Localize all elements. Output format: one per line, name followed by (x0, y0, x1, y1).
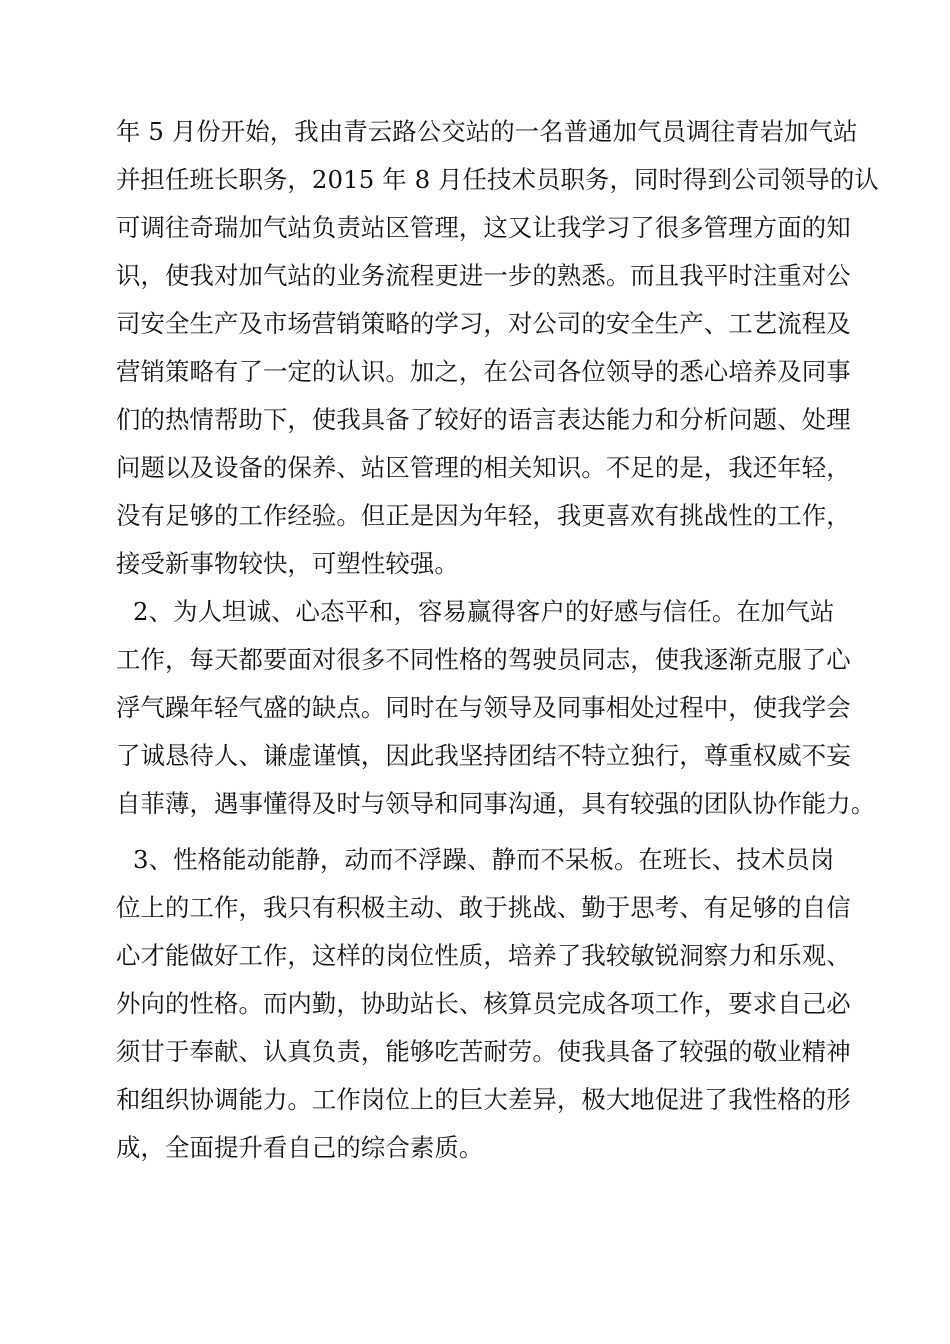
text-line: 和组织协调能力。工作岗位上的巨大差异，极大地促进了我性格的形 (116, 1085, 851, 1114)
text-line: 问题以及设备的保养、站区管理的相关知识。不足的是，我还年轻， (116, 453, 851, 482)
text-line: 可调往奇瑞加气站负责站区管理，这又让我学习了很多管理方面的知 (116, 213, 851, 242)
text-line: 了诚恳待人、谦虚谨慎，因此我坚持团结不特立独行，尊重权威不妄 (116, 741, 851, 770)
text-line: 外向的性格。而内勤，协助站长、核算员完成各项工作，要求自己必 (116, 989, 851, 1018)
text-line: 并担任班长职务，2015 年 8 月任技术员职务，同时得到公司领导的认 (116, 165, 879, 194)
text-line: 没有足够的工作经验。但正是因为年轻，我更喜欢有挑战性的工作， (116, 501, 851, 530)
text-line: 须甘于奉献、认真负责，能够吃苦耐劳。使我具备了较强的敬业精神 (116, 1037, 851, 1066)
text-line: 司安全生产及市场营销策略的学习，对公司的安全生产、工艺流程及 (116, 309, 851, 338)
text-line: 浮气躁年轻气盛的缺点。同时在与领导及同事相处过程中，使我学会 (116, 693, 851, 722)
text-line: 年 5 月份开始，我由青云路公交站的一名普通加气员调往青岩加气站 (116, 117, 858, 146)
text-line: 营销策略有了一定的认识。加之，在公司各位领导的悉心培养及同事 (116, 357, 851, 386)
text-line: 心才能做好工作，这样的岗位性质，培养了我较敏锐洞察力和乐观、 (116, 941, 851, 970)
text-line: 自菲薄，遇事懂得及时与领导和同事沟通，具有较强的团队协作能力。 (116, 789, 876, 818)
text-line: 们的热情帮助下，使我具备了较好的语言表达能力和分析问题、处理 (116, 405, 851, 434)
text-line: 识，使我对加气站的业务流程更进一步的熟悉。而且我平时注重对公 (116, 261, 851, 290)
paragraph-2-first-line: 2、为人坦诚、心态平和，容易赢得客户的好感与信任。在加气站 (133, 597, 835, 626)
text-line: 位上的工作，我只有积极主动、敢于挑战、勤于思考、有足够的自信 (116, 893, 851, 922)
paragraph-3-first-line: 3、性格能动能静，动而不浮躁、静而不呆板。在班长、技术员岗 (133, 845, 835, 874)
text-line: 接受新事物较快，可塑性较强。 (116, 549, 459, 578)
text-line: 成，全面提升看自己的综合素质。 (116, 1133, 484, 1162)
text-line: 工作，每天都要面对很多不同性格的驾驶员同志，使我逐渐克服了心 (116, 645, 851, 674)
